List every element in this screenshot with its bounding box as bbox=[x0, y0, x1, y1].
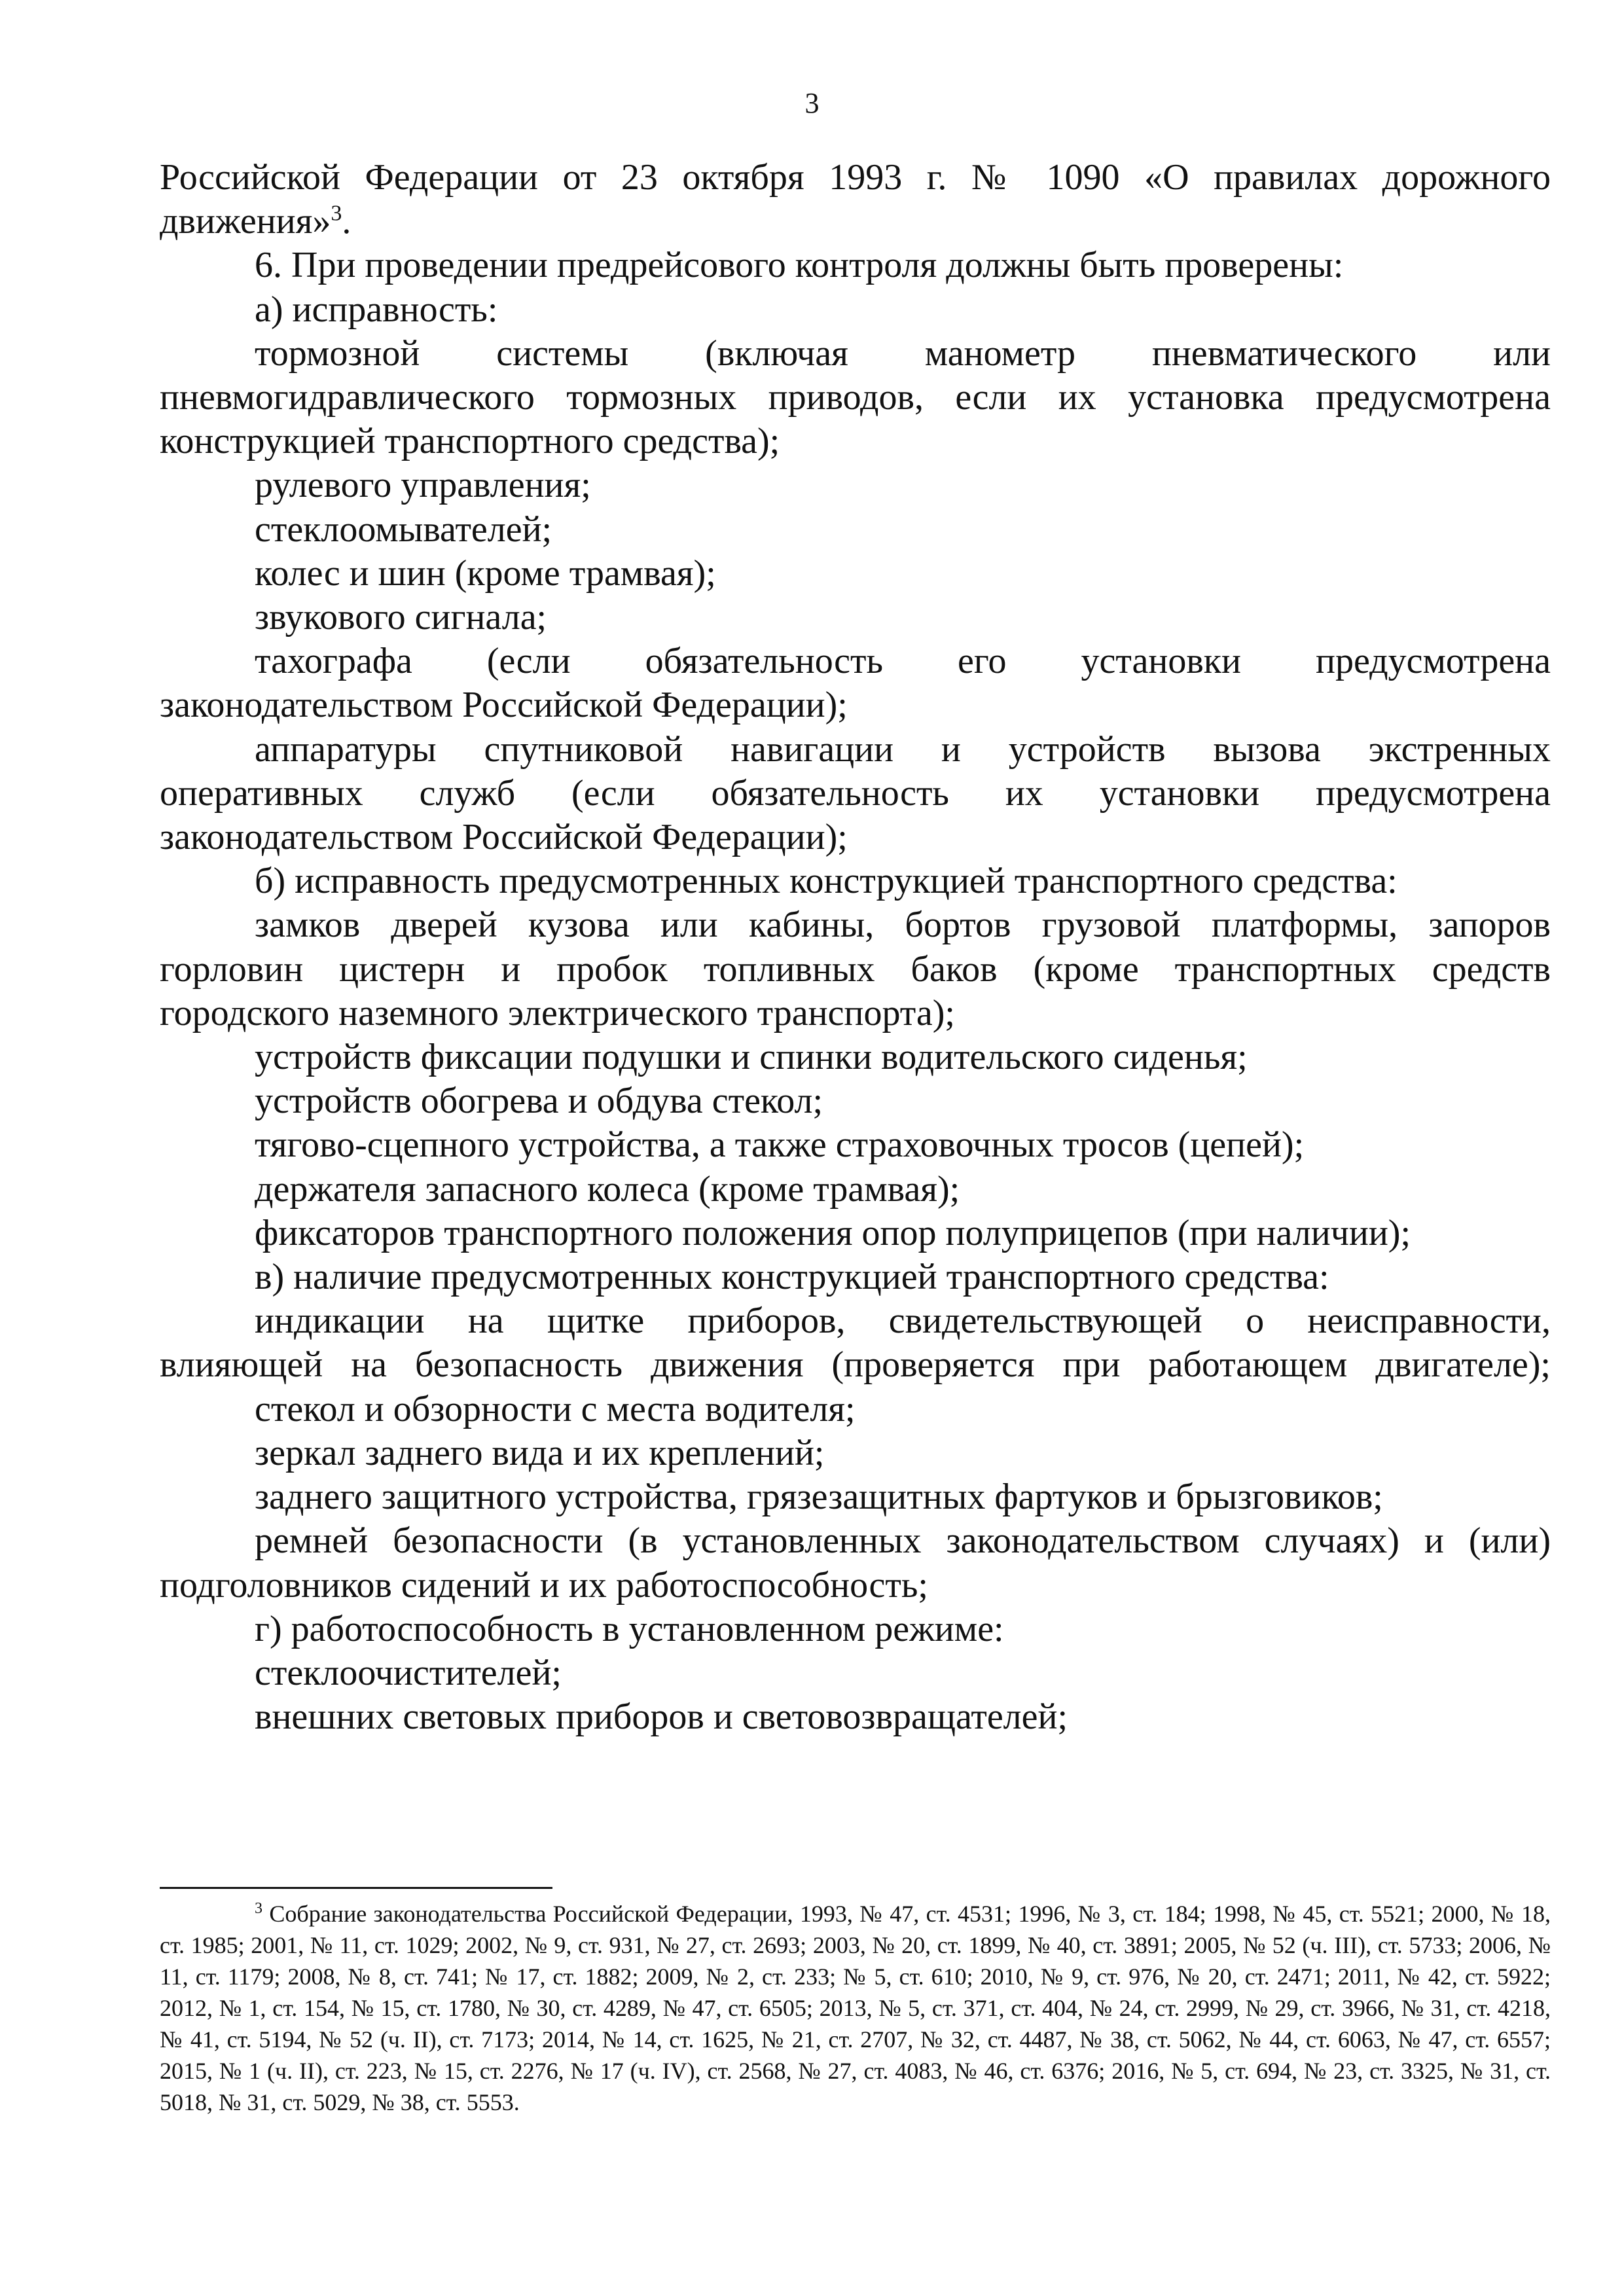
list-item-6: 6. При проведении предрейсового контроля должны быть проверены: bbox=[255, 245, 1344, 286]
subitem-v: в) наличие предусмотренных конструкцией транспортного средства: bbox=[255, 1257, 1329, 1298]
list-item: фиксаторов транспортного положения опор полуприцепов (при наличии); bbox=[255, 1212, 1411, 1253]
list-item: зеркал заднего вида и их креплений; bbox=[255, 1432, 825, 1473]
subitem-a: а) исправность: bbox=[255, 289, 498, 330]
paragraph-line: подголовников сидений и их работоспособность; bbox=[160, 1564, 928, 1605]
paragraph-line: тахографа (если обязательность его установки предусмотрена bbox=[255, 641, 1551, 682]
list-item: внешних световых приборов и световозвращателей; bbox=[255, 1696, 1068, 1738]
list-item: стеклоомывателей; bbox=[255, 509, 552, 550]
paragraph-line: городского наземного электрического транспорта); bbox=[160, 992, 955, 1033]
footnote bbox=[160, 1898, 1551, 2118]
paragraph-line: пневмогидравлического тормозных приводов, если их установка предусмотрена bbox=[160, 377, 1551, 418]
paragraph-line: тормозной системы (включая манометр пневматического или bbox=[255, 332, 1551, 374]
paragraph-line: конструкцией транспортного средства); bbox=[160, 421, 780, 462]
paragraph-line: индикации на щитке приборов, свидетельствующей о неисправности, bbox=[255, 1300, 1551, 1342]
paragraph-text: . bbox=[342, 201, 352, 242]
paragraph-line: оперативных служб (если обязательность их установки предусмотрена bbox=[160, 772, 1551, 814]
paragraph-line bbox=[160, 200, 1551, 243]
paragraph-line: горловин цистерн и пробок топливных баков (кроме транспортных средств bbox=[160, 948, 1551, 990]
list-item: стеклоочистителей; bbox=[255, 1652, 562, 1693]
subitem-g: г) работоспособность в установленном режиме: bbox=[255, 1608, 1004, 1649]
list-item: колес и шин (кроме трамвая); bbox=[255, 552, 716, 594]
footnote-text: Собрание законодательства Российской Федерации, 1993, № 47, ст. 4531; 1996, № 3, ст. 184; 1998, № 45, ст. 5521; 2000, № 18, ст. 1985; 2001, № 11, ст. 1029; 2002, № 9, ст. 931, № 27, ст. 2693; 2003, № 20, ст. 1899, № 40, ст. 3891; 2005, № 52 (ч. III), ст. 5733; 2006, № 11, ст. 1179; 2008, № 8, ст. 741; № 17, ст. 1882; 2009, № 2, ст. 233; № 5, ст. 610; 2010, № 9, ст. 976, № 20, ст. 2471; 2011, № 42, ст. 5922; 2012, № 1, ст. 154, № 15, ст. 1780, № 30, ст. 4289, № 47, ст. 6505; 2013, № 5, ст. 371, ст. 404, № 24, ст. 2999, № 29, ст. 3966, № 31, ст. 4218, № 41, ст. 5194, № 52 (ч. II), ст. 7173; 2014, № 14, ст. 1625, № 21, ст. 2707, № 32, ст. 4487, № 38, ст. 5062, № 44, ст. 6063, № 47, ст. 6557; 2015, № 1 (ч. II), ст. 223, № 15, ст. 2276, № 17 (ч. IV), ст. 2568, № 27, ст. 4083, № 46, ст. 6376; 2016, № 5, ст. 694, № 23, ст. 3325, № 31, ст. 5018, № 31, ст. 5029, № 38, ст. 5553. bbox=[160, 1901, 1551, 2115]
list-item: звукового сигнала; bbox=[255, 597, 547, 638]
list-item: рулевого управления; bbox=[255, 465, 591, 506]
list-item: заднего защитного устройства, грязезащитных фартуков и брызговиков; bbox=[255, 1477, 1383, 1518]
paragraph-line: законодательством Российской Федерации); bbox=[160, 685, 848, 726]
list-item: устройств обогрева и обдува стекол; bbox=[255, 1081, 823, 1122]
list-item: стекол и обзорности с места водителя; bbox=[255, 1388, 856, 1429]
footnote-separator bbox=[160, 1887, 552, 1889]
paragraph-line: законодательством Российской Федерации); bbox=[160, 817, 848, 858]
paragraph-line: замков дверей кузова или кабины, бортов грузовой платформы, запоров bbox=[255, 905, 1551, 946]
paragraph-line: влияющей на безопасность движения (проверяется при работающем двигателе); bbox=[160, 1344, 1551, 1386]
paragraph-line: Российской Федерации от 23 октября 1993 г. № 1090 «О правилах дорожного bbox=[160, 157, 1551, 198]
page-number: 3 bbox=[804, 87, 820, 119]
list-item: держателя запасного колеса (кроме трамвая); bbox=[255, 1168, 960, 1210]
paragraph-line: ремней безопасности (в установленных законодательством случаях) и (или) bbox=[255, 1520, 1551, 1562]
list-item: тягово-сцепного устройства, а также страховочных тросов (цепей); bbox=[255, 1124, 1305, 1166]
document-body bbox=[160, 156, 1551, 1739]
footnote-mark: 3 bbox=[255, 1900, 262, 1917]
paragraph-line: аппаратуры спутниковой навигации и устройств вызова экстренных bbox=[255, 728, 1551, 770]
subitem-b: б) исправность предусмотренных конструкцией транспортного средства: bbox=[255, 861, 1398, 902]
list-item: устройств фиксации подушки и спинки водительского сиденья; bbox=[255, 1037, 1248, 1078]
paragraph-text: движения» bbox=[160, 201, 331, 242]
footnote-reference: 3 bbox=[331, 201, 342, 226]
